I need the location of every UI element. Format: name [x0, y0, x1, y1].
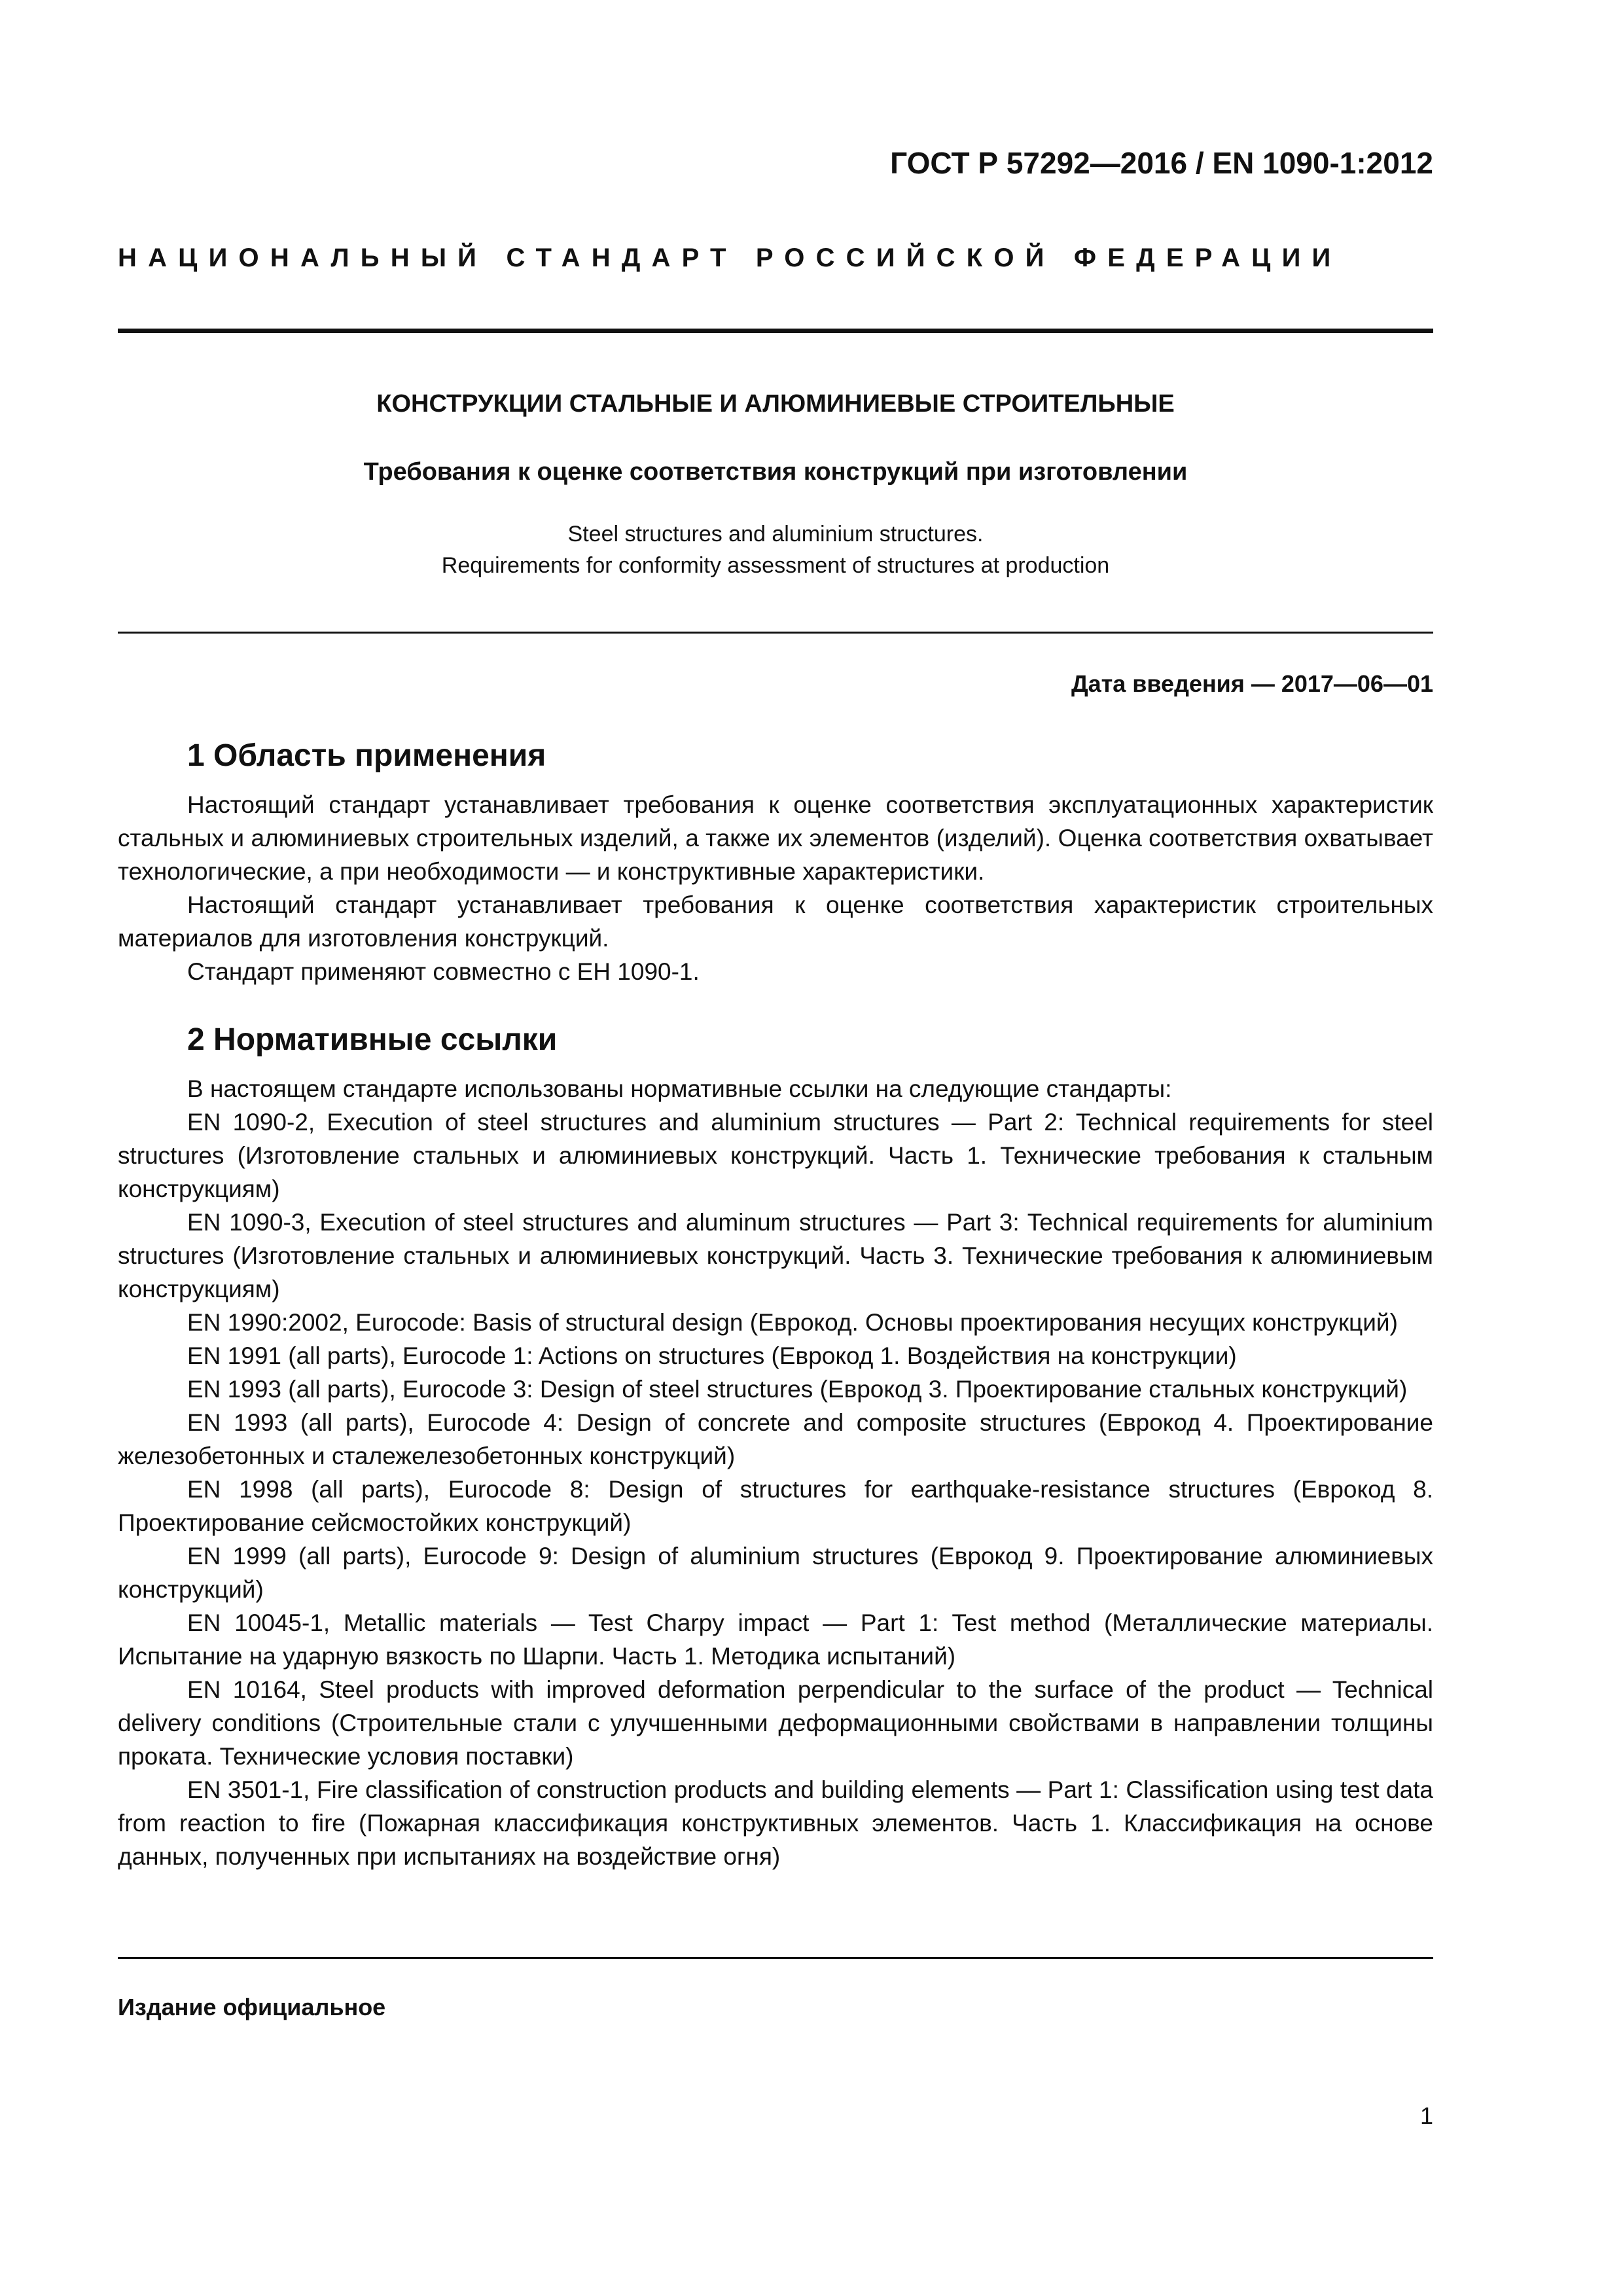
section-heading: 2 Нормативные ссылки [187, 1022, 558, 1057]
reference-item: EN 1998 (all parts), Eurocode 8: Design of structures for earthquake-resistance structures (Еврокод 8. Проектирование сейсмостойких конструкций) [118, 1476, 1433, 1536]
section-normative-references [118, 1016, 1433, 1873]
english-title-line-2: Requirements for conformity assessment of structures at production [441, 553, 1110, 578]
section-heading: 1 Область применения [187, 738, 546, 773]
reference-item: EN 10045-1, Metallic materials — Test Charpy impact — Part 1: Test method (Металлические материалы. Испытание на ударную вязкость по Шарпи. Часть 1. Методика испытаний) [118, 1609, 1433, 1670]
reference-item: EN 1993 (all parts), Eurocode 4: Design of concrete and composite structures (Еврокод 4. Проектирование железобетонных и сталежелезобетонных конструкций) [118, 1409, 1433, 1469]
reference-item: EN 1090-3, Execution of steel structures and aluminum structures — Part 3: Technical requirements for aluminium structures (Изготовление стальных и алюминиевых конструкций. Часть 3. Технические требования к алюминиевым конструкциям) [118, 1209, 1433, 1302]
reference-item: EN 1991 (all parts), Eurocode 1: Actions on structures (Еврокод 1. Воздействия на конструкции) [187, 1342, 1237, 1369]
paragraph: Стандарт применяют совместно с ЕН 1090-1. [187, 958, 700, 985]
official-edition-label: Издание официальное [118, 1994, 386, 2020]
reference-item: EN 1990:2002, Eurocode: Basis of structural design (Еврокод. Основы проектирования несущих конструкций) [187, 1309, 1398, 1336]
paragraph: В настоящем стандарте использованы нормативные ссылки на следующие стандарты: [187, 1075, 1172, 1102]
english-title-line-1: Steel structures and aluminium structures. [567, 522, 984, 547]
reference-item: EN 1090-2, Execution of steel structures and aluminium structures — Part 2: Technical requirements for steel structures (Изготовление стальных и алюминиевых конструкций. Часть 1. Технические требования к стальным конструкциям) [118, 1109, 1433, 1202]
reference-item: EN 1999 (all parts), Eurocode 9: Design of aluminium structures (Еврокод 9. Проектирование алюминиевых конструкций) [118, 1543, 1433, 1603]
title-rule [118, 632, 1433, 634]
document-body [118, 732, 1433, 1873]
paragraph: Настоящий стандарт устанавливает требования к оценке соответствия эксплуатационных характеристик стальных и алюминиевых строительных изделий, а также их элементов (изделий). Оценка соответствия охватывает технологические, а при необходимости — и конструктивные характеристики. [118, 791, 1433, 885]
paragraph: Настоящий стандарт устанавливает требования к оценке соответствия характеристик строительных материалов для изготовления конструкций. [118, 891, 1433, 952]
reference-item: EN 1993 (all parts), Eurocode 3: Design of steel structures (Еврокод 3. Проектирование стальных конструкций) [187, 1376, 1408, 1403]
page-number: 1 [1419, 2102, 1433, 2129]
section-scope [118, 732, 1433, 988]
document-title: КОНСТРУКЦИИ СТАЛЬНЫЕ И АЛЮМИНИЕВЫЕ СТРОИТЕЛЬНЫЕ [376, 390, 1175, 418]
footer-rule [118, 1957, 1433, 1959]
reference-item: EN 10164, Steel products with improved deformation perpendicular to the surface of the product — Technical delivery conditions (Строительные стали с улучшенными деформационными свойствами в направлении толщины проката. Технические условия поставки) [118, 1676, 1433, 1770]
introduction-date: Дата введения — 2017—06—01 [1071, 670, 1433, 697]
header-rule [118, 329, 1433, 333]
document-subtitle: Требования к оценке соответствия конструкций при изготовлении [363, 458, 1188, 486]
national-standard-banner: НАЦИОНАЛЬНЫЙ СТАНДАРТ РОССИЙСКОЙ ФЕДЕРАЦИИ [118, 243, 1342, 272]
standard-code: ГОСТ Р 57292—2016 / EN 1090-1:2012 [890, 146, 1433, 180]
english-title [118, 518, 1433, 581]
reference-item: EN 3501-1, Fire classification of construction products and building elements — Part 1: Classification using test data from reaction to fire (Пожарная классификация конструктивных элементов. Часть 1. Классификация на основе данных, полученных при испытаниях на воздействие огня) [118, 1776, 1433, 1870]
